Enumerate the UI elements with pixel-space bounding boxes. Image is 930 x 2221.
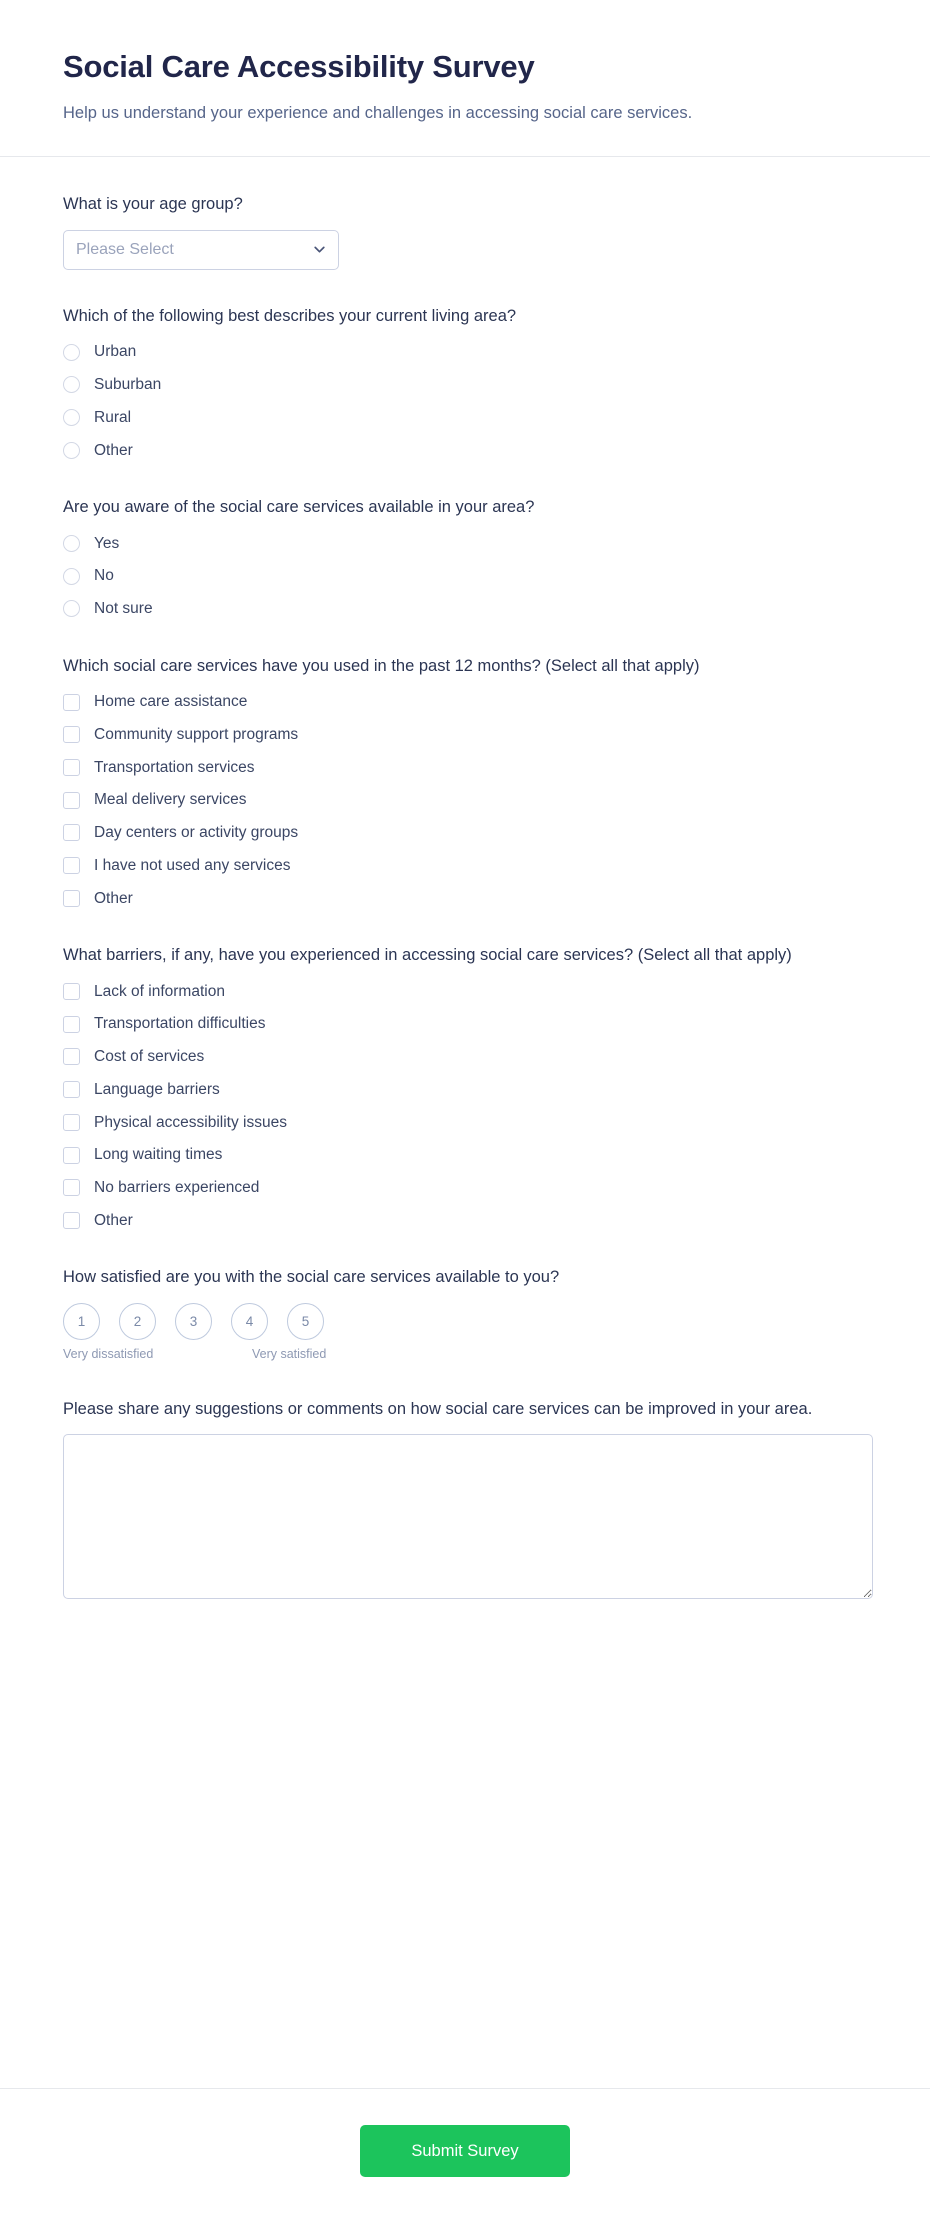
radio-option-urban[interactable] — [63, 341, 867, 363]
radio-icon — [63, 535, 80, 552]
question-label-living-area: Which of the following best describes your current living area? — [63, 306, 517, 325]
option-label: No barriers experienced — [94, 1178, 260, 1196]
checkbox-icon — [63, 824, 80, 841]
option-label: Day centers or activity groups — [94, 824, 299, 842]
awareness-options — [63, 533, 867, 620]
radio-icon — [63, 344, 80, 361]
checkbox-option-home-care-assistance[interactable] — [63, 691, 867, 713]
question-label-awareness: Are you aware of the social care services available in your area? — [63, 498, 535, 517]
question-label-services-used: Which social care services have you used in the past 12 months? (Select all that apply) — [63, 656, 700, 675]
radio-icon — [63, 568, 80, 585]
option-label: Long waiting times — [94, 1146, 223, 1164]
radio-icon — [63, 409, 80, 426]
checkbox-option-language-barriers[interactable] — [63, 1079, 867, 1101]
option-label: I have not used any services — [94, 856, 291, 874]
rating-legend — [63, 1347, 363, 1363]
checkbox-option-transportation-difficulties[interactable] — [63, 1013, 867, 1035]
form-header — [0, 0, 930, 157]
option-label: Suburban — [94, 376, 162, 394]
option-label: Lack of information — [94, 982, 225, 1000]
question-satisfaction — [63, 1265, 867, 1363]
age-group-select[interactable] — [63, 230, 339, 270]
checkbox-option-cost-of-services[interactable] — [63, 1046, 867, 1068]
checkbox-icon — [63, 1147, 80, 1164]
question-label-comments: Please share any suggestions or comments on how social care services can be improved in your area. — [63, 1399, 813, 1418]
checkbox-icon — [63, 726, 80, 743]
option-label: Not sure — [94, 600, 153, 618]
checkbox-icon — [63, 890, 80, 907]
checkbox-option-long-waiting-times[interactable] — [63, 1144, 867, 1166]
radio-icon — [63, 376, 80, 393]
radio-option-rural[interactable] — [63, 407, 867, 429]
page-title: Social Care Accessibility Survey — [63, 49, 535, 84]
option-label: Cost of services — [94, 1048, 205, 1066]
checkbox-icon — [63, 1016, 80, 1033]
page-subtitle: Help us understand your experience and challenges in accessing social care services. — [63, 103, 693, 122]
question-barriers — [63, 943, 867, 1231]
option-label: Language barriers — [94, 1080, 220, 1098]
option-label: Meal delivery services — [94, 791, 247, 809]
checkbox-option-day-centers-or-activity-groups[interactable] — [63, 822, 867, 844]
question-comments — [63, 1397, 867, 1600]
checkbox-option-lack-of-information[interactable] — [63, 981, 867, 1003]
question-label-satisfaction: How satisfied are you with the social care services available to you? — [63, 1268, 560, 1287]
radio-option-yes[interactable] — [63, 533, 867, 555]
option-label: Community support programs — [94, 726, 299, 744]
radio-icon — [63, 442, 80, 459]
checkbox-icon — [63, 1081, 80, 1098]
question-age-group — [63, 192, 867, 270]
question-services-used — [63, 654, 867, 909]
checkbox-icon — [63, 1179, 80, 1196]
question-label-age-group: What is your age group? — [63, 195, 243, 214]
radio-option-no[interactable] — [63, 565, 867, 587]
barriers-options — [63, 981, 867, 1232]
checkbox-option-meal-delivery-services[interactable] — [63, 789, 867, 811]
checkbox-option-community-support-programs[interactable] — [63, 724, 867, 746]
form-footer — [0, 2088, 930, 2221]
option-label: Home care assistance — [94, 693, 248, 711]
option-label: Urban — [94, 343, 137, 361]
option-label: No — [94, 567, 114, 585]
rating-option-4[interactable]: 4 — [231, 1303, 268, 1340]
checkbox-option-no-barriers-experienced[interactable] — [63, 1177, 867, 1199]
form-body — [0, 157, 930, 2088]
option-label: Other — [94, 441, 133, 459]
radio-option-not-sure[interactable] — [63, 598, 867, 620]
question-living-area — [63, 304, 867, 461]
checkbox-option-other[interactable] — [63, 888, 867, 910]
checkbox-icon — [63, 983, 80, 1000]
checkbox-icon — [63, 857, 80, 874]
checkbox-icon — [63, 694, 80, 711]
rating-option-3[interactable]: 3 — [175, 1303, 212, 1340]
checkbox-icon — [63, 759, 80, 776]
question-awareness — [63, 495, 867, 620]
rating-legend-low: Very dissatisfied — [63, 1346, 154, 1361]
submit-survey-button[interactable]: Submit Survey — [360, 2125, 570, 2177]
radio-option-other[interactable] — [63, 440, 867, 462]
checkbox-option-transportation-services[interactable] — [63, 757, 867, 779]
comments-textarea[interactable] — [63, 1434, 873, 1599]
services-used-options — [63, 691, 867, 909]
option-label: Transportation services — [94, 758, 255, 776]
option-label: Rural — [94, 408, 132, 426]
age-group-select-value: Please Select — [76, 240, 174, 258]
checkbox-option-physical-accessibility-issues[interactable] — [63, 1112, 867, 1134]
rating-circles-row — [63, 1303, 867, 1340]
checkbox-icon — [63, 792, 80, 809]
option-label: Physical accessibility issues — [94, 1113, 287, 1131]
radio-option-suburban[interactable] — [63, 374, 867, 396]
radio-icon — [63, 600, 80, 617]
rating-option-1[interactable]: 1 — [63, 1303, 100, 1340]
question-label-barriers: What barriers, if any, have you experienced in accessing social care services? (Select all that apply) — [63, 946, 792, 965]
age-group-select-wrapper — [63, 230, 339, 270]
checkbox-option-not-used-any-services[interactable] — [63, 855, 867, 877]
checkbox-option-other[interactable] — [63, 1210, 867, 1232]
option-label: Transportation difficulties — [94, 1015, 266, 1033]
rating-option-2[interactable]: 2 — [119, 1303, 156, 1340]
option-label: Other — [94, 889, 133, 907]
living-area-options — [63, 341, 867, 461]
option-label: Other — [94, 1211, 133, 1229]
checkbox-icon — [63, 1212, 80, 1229]
rating-legend-high: Very satisfied — [252, 1346, 327, 1361]
checkbox-icon — [63, 1048, 80, 1065]
option-label: Yes — [94, 534, 120, 552]
chevron-down-icon — [313, 243, 326, 256]
checkbox-icon — [63, 1114, 80, 1131]
rating-option-5[interactable]: 5 — [287, 1303, 324, 1340]
satisfaction-rating-scale — [63, 1303, 867, 1363]
